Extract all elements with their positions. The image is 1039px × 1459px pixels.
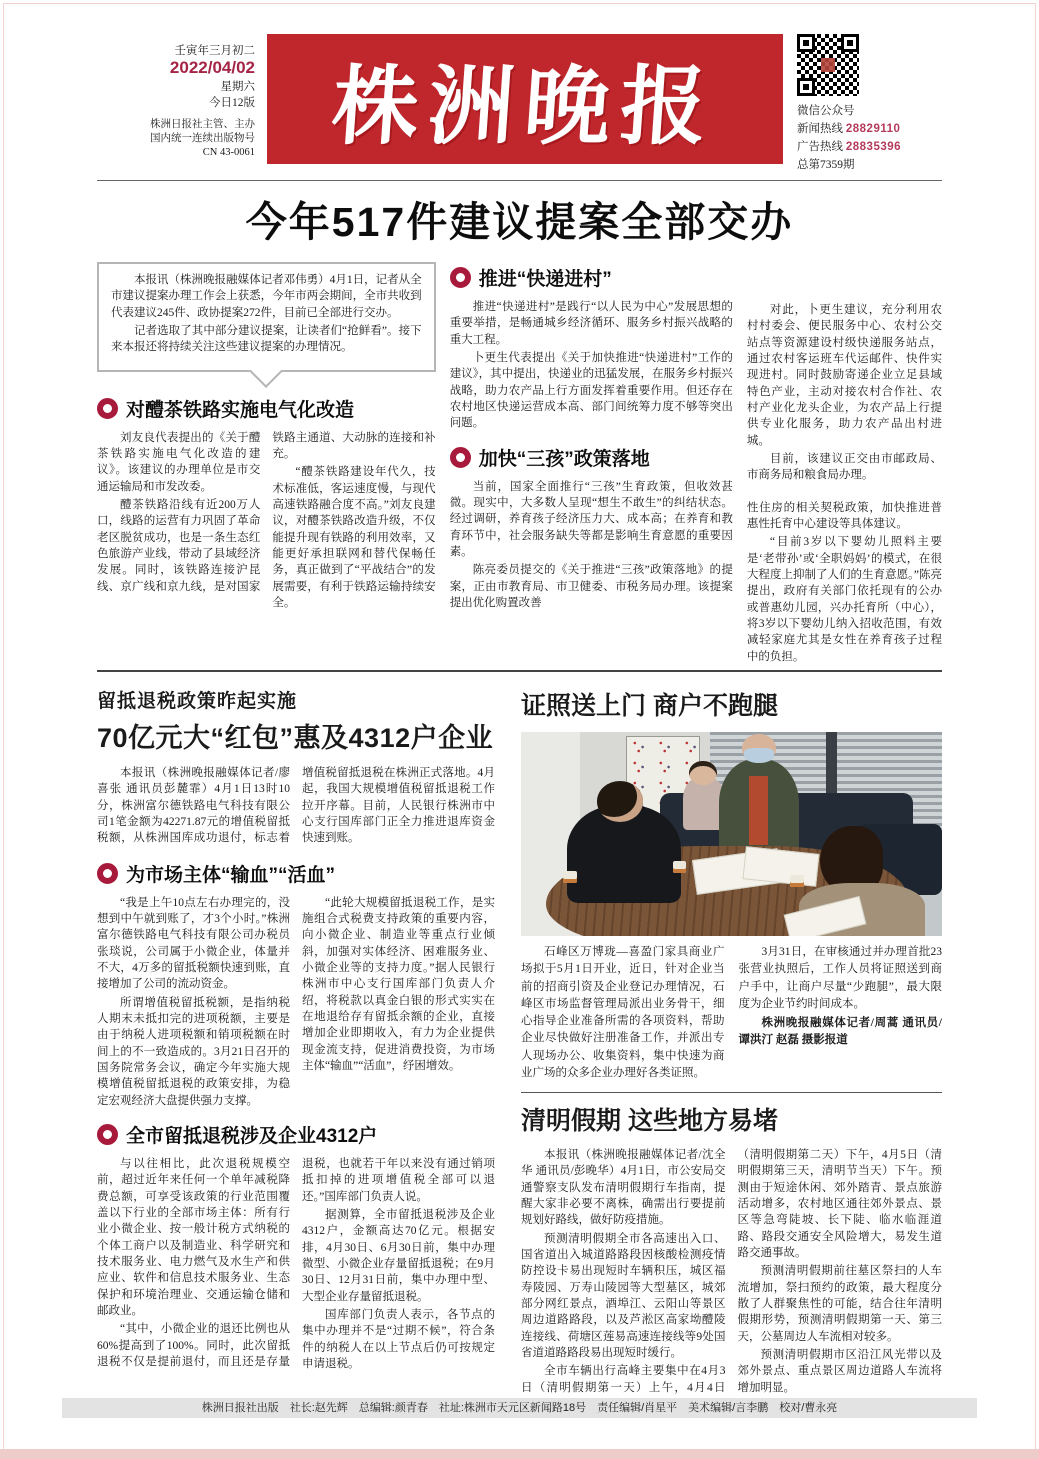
ad-hotline-label: 广告热线 bbox=[797, 141, 843, 153]
photo-paper-cup bbox=[790, 875, 803, 887]
publisher-info bbox=[97, 118, 255, 161]
article-paragraph: 预测清明假期全市各高速出入口、国省道出入城道路路段因核酸检测疫情防控设卡易出现短时车辆积压，城区福寿陵园、万寿山陵园等大型墓区，城郊部分网红景点，酒埠江、云阳山等景区周边道路路段，以及芦淞区高家坳醴陵连接线、荷塘区莲易高速连接线等9处国省道道路路段易出现短时缓行。 bbox=[521, 1232, 726, 1359]
lunar-date: 壬寅年三月初二 bbox=[174, 44, 255, 57]
tax-intro-text bbox=[97, 765, 495, 848]
lead-intro-paragraph: 本报讯（株洲晚报融媒体记者邓伟勇）4月1日，记者从全市建议提案办理工作会上获悉，今年市两会期间，全市共收到代表建议245件、政协提案272件，目前已全部进行交办。 bbox=[111, 274, 422, 319]
article-paragraph: 陈亮委员提交的《关于推进“三孩”政策落地》的提案，正由市教育局、市卫健委、市税务局办理。该提案提出优化购置改善 bbox=[449, 564, 733, 609]
tax-headline: 70亿元大“红包”惠及4312户企业 bbox=[97, 723, 494, 753]
publisher-line-1: 株洲日报社主管、主办 bbox=[150, 118, 255, 130]
article-paragraph: 推进“快递进村”是践行“以人民为中心”发展思想的重要举措，是畅通城乡经济循环、服务乡村振兴战略的重大工程。 bbox=[449, 301, 733, 346]
qr-finder-icon bbox=[797, 78, 815, 96]
section-header-blood bbox=[97, 860, 495, 887]
photo-paper-cup bbox=[563, 871, 576, 883]
news-hotline-number: 28829110 bbox=[845, 123, 901, 135]
section-header-express bbox=[450, 264, 733, 291]
article-paragraph: 据测算，全市留抵退税涉及企业4312户，金额高达70亿元。根据安排，4月30日、6月30日前，集中办理微型、小微企业存量留抵退税；在9月30日、12月31日前，集中办理中型、大型企业存量留抵退税。 bbox=[302, 1208, 495, 1303]
lead-column-middle bbox=[450, 262, 733, 662]
gregorian-date: 2022/04/02 bbox=[169, 57, 255, 77]
article-paragraph: “此轮大规模留抵退税工作，是实施组合式税费支持政策的重要内容，向小微企业、制造业等重点行业倾斜，加强对实体经济、困难服务业、小微企业等的支持力度。”据人民银行株洲市中心支行国库部门负责人介绍，将税款以真金白银的形式实实在在地退给存有留抵余额的企业，直接增加企业即期收入，有力为企业提供现金流支持，促进消费投资，为市场主体“输血”“活血”，纾困增效。 bbox=[302, 896, 495, 1072]
masthead-date-block bbox=[97, 34, 267, 168]
lead-story-columns bbox=[97, 262, 942, 662]
section-header-scope bbox=[97, 1121, 495, 1148]
article-paragraph: 对此，卜更生建议，充分利用农村村委会、便民服务中心、农村公交站点等资源建设村级快递服务站点，通过农村客运班车代运邮件、快件实现进村。同时鼓励寄递企业立足县域特色产业，主动对接农村合作社、农村产业化龙头企业，为农产品上行提供专业化服务，助力农产品出村进城。 bbox=[746, 304, 942, 447]
qingming-headline: 清明假期 这些地方易堵 bbox=[521, 1107, 778, 1135]
article-paragraph: 目前，该建议正交由市邮政局、市商务局和粮食局办理。 bbox=[746, 452, 942, 482]
blood-article-text bbox=[97, 895, 495, 1109]
caption-paragraph: 3月31日，在审核通过并办理首批23张营业执照后，工作人员将证照送到商户手中，让商户尽量“少跑腿”，最大限度为企业节约时间成本。 bbox=[738, 946, 942, 1010]
article-paragraph: 本报讯（株洲晚报融媒体记者/廖喜张 通讯员彭麓霏）4月1日13时10分，株洲富尔德铁路电气科技有限公司1笔金额为42271.87元的增值税留抵税额，从株洲国库成功退付，标志着增值税留抵退税在株洲正式落地。4月起，我国大规模增值税留抵退税工作拉开序幕。目前，人民银行株洲市中心支行国库部门正全力推进退库资金快速到账。 bbox=[97, 767, 495, 845]
article-paragraph: 预测清明假期前往墓区祭扫的人车流增加，祭扫预约的政策，最大程度分散了人群聚焦性的可能，结合往年清明假期形势，预测清明假期第一天、第三天，公墓周边人车流相对较多。 bbox=[737, 1265, 942, 1343]
publisher-line-2: 国内统一连续出版物号 bbox=[150, 132, 255, 144]
photo-credit: 株洲晚报融媒体记者/周蒿 通讯员/谭洪汀 赵磊 摄影报道 bbox=[738, 1017, 942, 1047]
red-ring-bullet-icon bbox=[97, 863, 118, 884]
article-paragraph: 醴茶铁路沿线有近200万人口，线路的运营有力巩固了革命老区脱贫成功，也是一条生态红色旅游产业线，带动了县域经济发展。同时，该铁路连接沪昆线、京广线和京九线，是对国家铁路主通道、大动脉的连接和补充。 bbox=[97, 431, 436, 593]
article-paragraph: “我是上午10点左右办理完的，没想到中午就到账了，才3个小时。”株洲富尔德铁路电气科技有限公司办税员张琰说，公司属于小微企业，体量并不大，4万多的留抵税额快速到账，直接增加了公司的流动资金。 bbox=[97, 896, 290, 991]
photo-standing-man-shirt bbox=[749, 776, 768, 845]
lead-intro-paragraph: 记者选取了其中部分建议提案，让读者们“抢鲜看”。接下来本报还将持续关注这些建议提案的办理情况。 bbox=[111, 324, 422, 354]
newspaper-title: 株洲晚报 bbox=[328, 56, 721, 157]
section-title: 推进“快递进村” bbox=[478, 269, 612, 290]
photo-paper-cup bbox=[673, 861, 686, 873]
article-paragraph: 所谓增值税留抵税额，是指纳税人期末未抵扣完的进项税额，主要是由于纳税人进项税额和销项税额在时间上的不一致造成的。3月21日召开的国务院常务会议，确定今年实施大规模增值税留抵退税的政策安排，为稳定宏观经济大盘提供强力支撑。 bbox=[97, 996, 290, 1107]
article-paragraph: “目前3岁以下婴幼儿照料主要是‘老带孙’或‘全职妈妈’的模式，在很大程度上抑制了人们的生育意愿。”陈亮提出，政府有关部门依托现有的公办或普惠幼儿园，兴办托育所（中心），将3岁以下婴幼儿纳入招收范围，有效减轻家庭尤其是女性在养育孩子过程中的负担。 bbox=[746, 536, 942, 662]
red-ring-bullet-icon bbox=[450, 447, 471, 468]
masthead-contact-block bbox=[783, 34, 942, 171]
license-headline: 证照送上门 商户不跑腿 bbox=[521, 692, 778, 720]
ad-hotline bbox=[797, 138, 942, 154]
article-paragraph: 预测清明假期市区沿江风光带以及郊外景点、重点景区周边道路人车流将增加明显。 bbox=[737, 1348, 942, 1394]
masthead bbox=[97, 34, 942, 171]
article-paragraph: 性住房的相关契税政策，加快推进普惠性托育中心建设等具体建议。 bbox=[746, 501, 942, 530]
article-paragraph: 刘友良代表提出的《关于醴茶铁路实施电气化改造的建议》。该建议的办理单位是市交通运输局和市发改委。 bbox=[97, 431, 261, 493]
main-headline: 今年517件建议提案全部交办 bbox=[245, 199, 794, 245]
tax-article bbox=[97, 686, 495, 1412]
express-article-text bbox=[450, 299, 733, 432]
lead-intro-text bbox=[111, 272, 422, 356]
article-paragraph: 国库部门负责人表示，各节点的集中办理并不是“过期不候”，符合条件的纳税人在以上节点后仍可按规定申请退税。 bbox=[302, 1308, 495, 1370]
article-paragraph: “其中，小微企业的退还比例也从60%提高到了100%。同时，此次留抵退税不仅是提前退付，而且还是存量退税，也就若干年以来没有通过销项抵扣掉的进项增值税全部可以退还。”国库部门负责人说。 bbox=[97, 1157, 495, 1368]
section-header-three-child bbox=[450, 444, 733, 471]
railway-article-text bbox=[97, 430, 436, 612]
red-ring-bullet-icon bbox=[97, 1124, 118, 1145]
qingming-article-text bbox=[521, 1147, 942, 1397]
ad-hotline-number: 28835396 bbox=[845, 141, 902, 153]
section-title: 加快“三孩”政策落地 bbox=[478, 448, 650, 470]
article-paragraph: “醴茶铁路建设年代久，技术标准低，客运速度慢，与现代高速铁路融合度不高。”刘友良建议，对醴茶铁路改造升级，不仅能提升现有铁路的利用效率，又能更好承担联网和替代保畅任务，真正做到了“平战结合”的发展需要，有利于铁路运输持续安全。 bbox=[272, 466, 436, 609]
qr-finder-icon bbox=[797, 34, 815, 52]
photo-child-head bbox=[689, 761, 716, 785]
section-title: 对醴茶铁路实施电气化改造 bbox=[126, 399, 355, 421]
bottom-section bbox=[97, 686, 942, 1412]
express-article-continuation bbox=[747, 302, 942, 484]
imprint-footer: 株洲日报社出版 社长:赵先辉 总编辑:颜青春 社址:株洲市天元区新闻路18号 责任编辑/肖星平 美术编辑/言李鹏 校对/曹永亮 bbox=[62, 1398, 977, 1418]
wechat-qr-code bbox=[797, 34, 859, 96]
photo-face-mask bbox=[744, 748, 773, 762]
caption-paragraph: 石峰区万博珑—喜盈门家具商业广场拟于5月1日开业，近日，针对企业当前的招商引资及企业登记办理情况，石峰区市场监督管理局派出业务骨干，细心指导企业准备所需的各项资料，帮助企业尽快做好注册准备工作，并派出专人现场办公、收集资料，集中快速为商业广场的众多企业办理好各类证照。 bbox=[521, 946, 725, 1079]
article-paragraph: 卜更生代表提出《关于加快推进“快递进村”工作的建议》，其中提出，快递业的迅猛发展，在服务乡村振兴战略，助力农产品上行方面发挥着重要作用。但还存在农村地区快递运营成本高、部门间统筹力度不够等突出问题。 bbox=[449, 351, 733, 430]
photo-standing-man bbox=[719, 759, 799, 857]
section-title: 为市场主体“输血”“活血” bbox=[126, 864, 336, 886]
news-photo-office-meeting bbox=[521, 732, 942, 936]
wechat-label: 微信公众号 bbox=[797, 105, 855, 117]
weekday: 星期六 bbox=[220, 80, 255, 93]
section-divider bbox=[97, 670, 942, 672]
article-paragraph: 本报讯（株洲晚报融媒体记者/沈全华 通讯员/彭晚华）4月1日，市公安局交通警察支队发布清明假期行车指南，提醒大家非必要不离株，确需出行要提前规划好路线，做好防疫措施。 bbox=[521, 1149, 726, 1227]
pages-today: 今日12版 bbox=[209, 96, 255, 109]
qr-finder-icon bbox=[841, 34, 859, 52]
page-bottom-edge bbox=[0, 1449, 1039, 1459]
news-hotline bbox=[797, 120, 942, 136]
tax-kicker: 留抵退税政策昨起实施 bbox=[97, 691, 298, 712]
three-child-article-continuation bbox=[747, 500, 942, 662]
red-ring-bullet-icon bbox=[97, 398, 118, 419]
photo-seated-man-head bbox=[597, 781, 643, 822]
masthead-divider bbox=[97, 180, 942, 181]
scope-article-text bbox=[97, 1156, 495, 1372]
publication-number: CN 43-0061 bbox=[202, 147, 255, 159]
section-title: 全市留抵退税涉及企业4312户 bbox=[126, 1125, 378, 1147]
right-bottom-column bbox=[521, 686, 942, 1412]
lead-column-left bbox=[97, 262, 436, 662]
right-column-divider bbox=[521, 1092, 942, 1093]
red-ring-bullet-icon bbox=[450, 267, 471, 288]
article-paragraph: 与以往相比，此次退税规模空前，超过近年来任何一个单年减税降费总额，可享受该政策的行业范围覆盖以下行业的全部市场主体：所有行业小微企业、按一般计税方式纳税的个体工商户以及制造业、科学研究和技术服务业、电力燃气及水生产和供应业、软件和信息技术服务业、生态保护和环境治理业、交通运输仓储和邮政业。 bbox=[97, 1157, 290, 1317]
three-child-article-text bbox=[450, 479, 733, 612]
lead-column-right bbox=[747, 262, 942, 662]
qr-center-stamp-icon bbox=[821, 58, 835, 72]
page-content bbox=[97, 34, 942, 1412]
issue-number: 总第7359期 bbox=[797, 159, 855, 171]
article-paragraph: 全市车辆出行高峰主要集中在4月3日（清明假期第一天）上午，4月4日（清明假期第二天）下午，4月5日（清明假期第三天，清明节当天）下午。预测由于短途休闲、郊外踏青、景点旅游活动增多，农村地区通往郊外景点、景区等急弯陡坡、长下陡、临水临涯道路、路段交通安全风险增大，易发生道路交通事故。 bbox=[521, 1149, 942, 1394]
news-hotline-label: 新闻热线 bbox=[797, 123, 843, 135]
photo-caption bbox=[521, 944, 942, 1082]
article-paragraph: 当前，国家全面推行“三孩”生育政策，但收效甚微。现实中，大多数人呈现“想生不敢生”的纠结状态。经过调研，养育孩子经济压力大、成本高；在养育和教育环节中，社会服务缺失等都是影响生育意愿的重要因素。 bbox=[449, 480, 733, 558]
newspaper-logo bbox=[267, 34, 783, 164]
section-header-railway bbox=[97, 395, 436, 422]
